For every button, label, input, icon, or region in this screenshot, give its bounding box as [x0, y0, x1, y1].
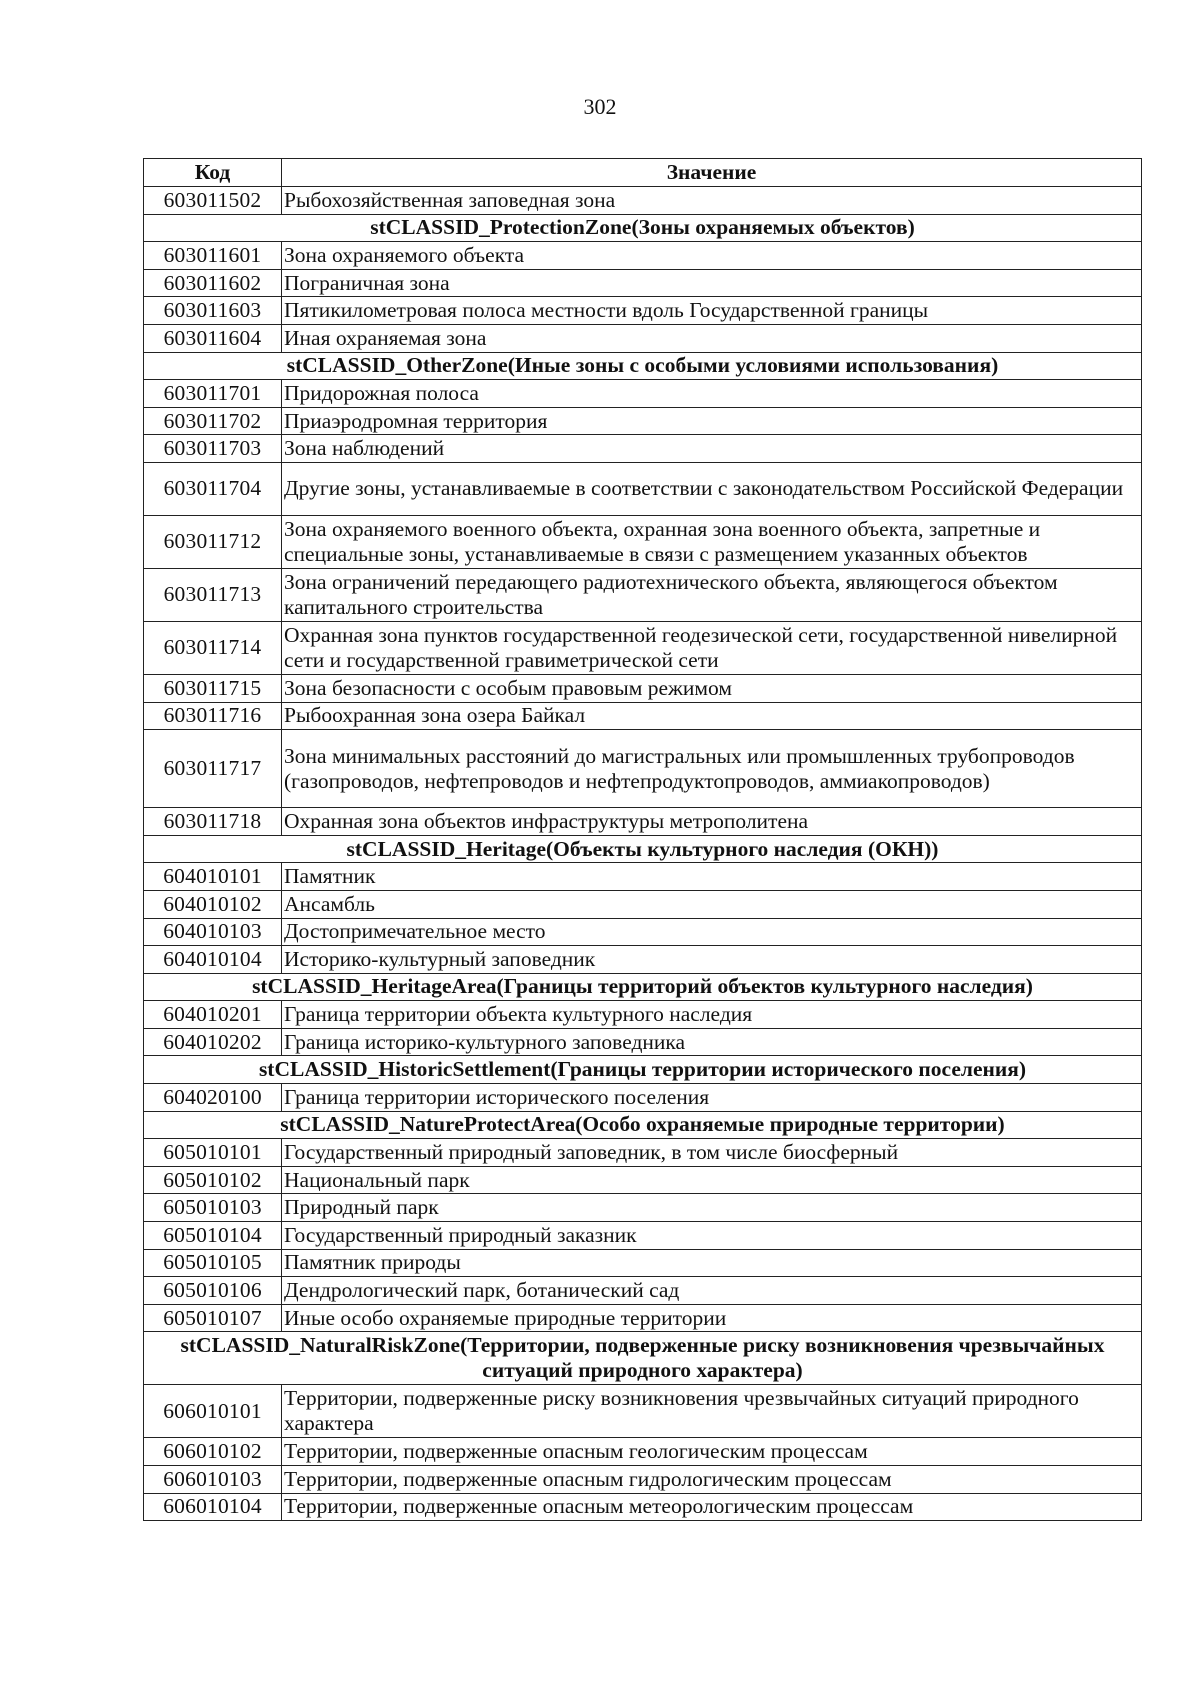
table-row	[144, 1194, 1142, 1222]
table-row	[144, 515, 1142, 568]
section-title: stCLASSID_NaturalRiskZone(Территории, подверженные риску возникновения чрезвычайных ситуаций природного характера)	[144, 1332, 1142, 1385]
table-row	[144, 702, 1142, 730]
table-row	[144, 462, 1142, 515]
code-cell: 604010202	[144, 1028, 282, 1056]
code-cell: 604010102	[144, 890, 282, 918]
section-header-row	[144, 352, 1142, 380]
code-cell: 605010106	[144, 1277, 282, 1305]
code-cell: 605010101	[144, 1139, 282, 1167]
table-row	[144, 1385, 1142, 1438]
code-cell: 603011718	[144, 808, 282, 836]
value-cell: Граница историко-культурного заповедника	[282, 1028, 1142, 1056]
code-cell: 605010102	[144, 1166, 282, 1194]
section-title: stCLASSID_HistoricSettlement(Границы территории исторического поселения)	[144, 1056, 1142, 1084]
value-cell: Зона охраняемого военного объекта, охранная зона военного объекта, запретные и специальные зоны, устанавливаемые в связи с размещением указанных объектов	[282, 515, 1142, 568]
table-row	[144, 269, 1142, 297]
value-cell: Охранная зона объектов инфраструктуры метрополитена	[282, 808, 1142, 836]
value-cell: Зона ограничений передающего радиотехнического объекта, являющегося объектом капитального строительства	[282, 568, 1142, 621]
section-title: stCLASSID_Heritage(Объекты культурного наследия (ОКН))	[144, 835, 1142, 863]
value-cell: Достопримечательное место	[282, 918, 1142, 946]
code-cell: 603011701	[144, 380, 282, 408]
value-cell: Придорожная полоса	[282, 380, 1142, 408]
table-row	[144, 568, 1142, 621]
value-cell: Государственный природный заповедник, в том числе биосферный	[282, 1139, 1142, 1167]
table-row	[144, 1277, 1142, 1305]
table-row	[144, 242, 1142, 270]
code-cell: 603011715	[144, 674, 282, 702]
code-cell: 606010104	[144, 1493, 282, 1521]
section-header-row	[144, 214, 1142, 242]
value-cell: Иная охраняемая зона	[282, 324, 1142, 352]
code-cell: 606010103	[144, 1466, 282, 1494]
value-cell: Территории, подверженные риску возникновения чрезвычайных ситуаций природного характера	[282, 1385, 1142, 1438]
table-row	[144, 1493, 1142, 1521]
value-cell: Зона минимальных расстояний до магистральных или промышленных трубопроводов (газопроводов, нефтепроводов и нефтепродуктопроводов, аммиакопроводов)	[282, 730, 1142, 808]
table-row	[144, 1001, 1142, 1029]
section-title: stCLASSID_HeritageArea(Границы территорий объектов культурного наследия)	[144, 973, 1142, 1001]
code-cell: 606010101	[144, 1385, 282, 1438]
code-cell: 605010103	[144, 1194, 282, 1222]
value-cell: Рыбохозяйственная заповедная зона	[282, 187, 1142, 215]
value-cell: Охранная зона пунктов государственной геодезической сети, государственной нивелирной сети и государственной гравиметрической сети	[282, 621, 1142, 674]
table-row	[144, 1139, 1142, 1167]
section-title: stCLASSID_NatureProtectArea(Особо охраняемые природные территории)	[144, 1111, 1142, 1139]
code-cell: 604010104	[144, 946, 282, 974]
code-cell: 603011712	[144, 515, 282, 568]
section-title: stCLASSID_ProtectionZone(Зоны охраняемых объектов)	[144, 214, 1142, 242]
table-row	[144, 1304, 1142, 1332]
value-cell: Граница территории объекта культурного наследия	[282, 1001, 1142, 1029]
table-row	[144, 1438, 1142, 1466]
value-cell: Природный парк	[282, 1194, 1142, 1222]
code-cell: 604020100	[144, 1084, 282, 1112]
table-row	[144, 1249, 1142, 1277]
value-cell: Памятник природы	[282, 1249, 1142, 1277]
section-header-row	[144, 1332, 1142, 1385]
section-header-row	[144, 1056, 1142, 1084]
classification-table	[143, 158, 1142, 1521]
code-cell: 603011703	[144, 435, 282, 463]
code-cell: 605010105	[144, 1249, 282, 1277]
code-cell: 603011604	[144, 324, 282, 352]
value-column-header: Значение	[282, 159, 1142, 187]
value-cell: Ансамбль	[282, 890, 1142, 918]
code-cell: 603011714	[144, 621, 282, 674]
code-cell: 603011601	[144, 242, 282, 270]
section-header-row	[144, 973, 1142, 1001]
value-cell: Историко-культурный заповедник	[282, 946, 1142, 974]
value-cell: Территории, подверженные опасным метеорологическим процессам	[282, 1493, 1142, 1521]
value-cell: Приаэродромная территория	[282, 407, 1142, 435]
code-cell: 604010101	[144, 863, 282, 891]
code-cell: 604010103	[144, 918, 282, 946]
code-cell: 603011716	[144, 702, 282, 730]
value-cell: Пятикилометровая полоса местности вдоль Государственной границы	[282, 297, 1142, 325]
value-cell: Иные особо охраняемые природные территории	[282, 1304, 1142, 1332]
page-number: 302	[583, 94, 617, 119]
table-row	[144, 1166, 1142, 1194]
code-cell: 603011602	[144, 269, 282, 297]
value-cell: Территории, подверженные опасным геологическим процессам	[282, 1438, 1142, 1466]
value-cell: Зона безопасности с особым правовым режимом	[282, 674, 1142, 702]
code-cell: 603011704	[144, 462, 282, 515]
table-row	[144, 1084, 1142, 1112]
table-row	[144, 1466, 1142, 1494]
table-row	[144, 1222, 1142, 1250]
value-cell: Территории, подверженные опасным гидрологическим процессам	[282, 1466, 1142, 1494]
value-cell: Государственный природный заказник	[282, 1222, 1142, 1250]
value-cell: Другие зоны, устанавливаемые в соответствии с законодательством Российской Федерации	[282, 462, 1142, 515]
section-header-row	[144, 1111, 1142, 1139]
value-cell: Дендрологический парк, ботанический сад	[282, 1277, 1142, 1305]
code-cell: 606010102	[144, 1438, 282, 1466]
code-cell: 605010104	[144, 1222, 282, 1250]
table-row	[144, 730, 1142, 808]
value-cell: Пограничная зона	[282, 269, 1142, 297]
table-row	[144, 297, 1142, 325]
code-cell: 604010201	[144, 1001, 282, 1029]
value-cell: Памятник	[282, 863, 1142, 891]
table-header-row	[144, 159, 1142, 187]
table-row	[144, 407, 1142, 435]
section-title: stCLASSID_OtherZone(Иные зоны с особыми условиями использования)	[144, 352, 1142, 380]
table-row	[144, 187, 1142, 215]
table-row	[144, 918, 1142, 946]
code-cell: 603011502	[144, 187, 282, 215]
value-cell: Граница территории исторического поселения	[282, 1084, 1142, 1112]
code-cell: 605010107	[144, 1304, 282, 1332]
table-row	[144, 621, 1142, 674]
code-cell: 603011603	[144, 297, 282, 325]
table-row	[144, 380, 1142, 408]
table-row	[144, 1028, 1142, 1056]
table-row	[144, 674, 1142, 702]
table-row	[144, 324, 1142, 352]
value-cell: Национальный парк	[282, 1166, 1142, 1194]
table-row	[144, 808, 1142, 836]
table-row	[144, 946, 1142, 974]
table-row	[144, 890, 1142, 918]
table-row	[144, 435, 1142, 463]
table-body	[144, 187, 1142, 1521]
value-cell: Зона наблюдений	[282, 435, 1142, 463]
code-cell: 603011717	[144, 730, 282, 808]
value-cell: Зона охраняемого объекта	[282, 242, 1142, 270]
code-column-header: Код	[144, 159, 282, 187]
code-cell: 603011713	[144, 568, 282, 621]
value-cell: Рыбоохранная зона озера Байкал	[282, 702, 1142, 730]
code-cell: 603011702	[144, 407, 282, 435]
section-header-row	[144, 835, 1142, 863]
table-row	[144, 863, 1142, 891]
